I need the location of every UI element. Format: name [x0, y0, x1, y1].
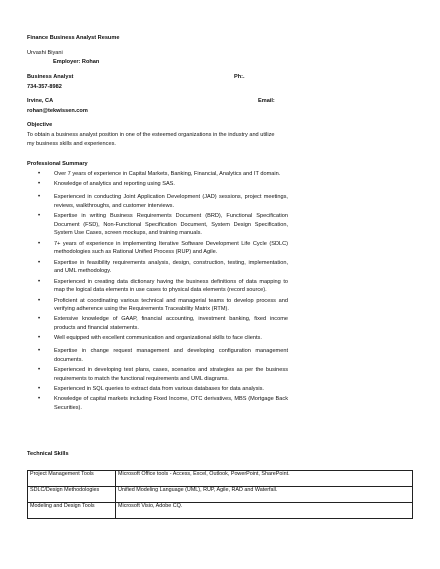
- list-item: • Knowledge of capital markets including Fixed Income, OTC derivatives, MBS (Mortgage Back Securities).: [38, 396, 288, 412]
- bullet-icon: •: [38, 396, 41, 403]
- candidate-name: Urvashi Biyani: [27, 50, 63, 56]
- resume-title: Finance Business Analyst Resume: [27, 35, 120, 41]
- bullet-icon: •: [38, 348, 41, 355]
- list-item: • Expertise in change request management and developing configuration management documents.: [38, 348, 288, 363]
- list-item: • Over 7 years of experience in Capital Markets, Banking, Financial, Analytics and IT domain.: [38, 171, 281, 177]
- list-item: • Well equipped with excellent communication and organizational skills to face clients.: [38, 335, 262, 342]
- list-item: • Experienced in developing test plans, cases, scenarios and strategies as per the business requirements to match the functional requirements and UML diagrams.: [38, 367, 288, 382]
- location: Irvine, CA: [27, 98, 54, 104]
- employer-line: Employer: Rohan: [53, 59, 100, 65]
- table-row: [28, 471, 413, 487]
- phone-label: Ph:.: [234, 74, 245, 80]
- bullet-icon: •: [38, 316, 41, 323]
- technical-skills-heading: Technical Skills: [27, 451, 69, 457]
- list-item: • Experienced in SQL queries to extract data from various databases for data analysis.: [38, 386, 264, 393]
- role-title: Business Analyst: [27, 74, 74, 80]
- bullet-icon: •: [38, 297, 41, 304]
- bullet-icon: •: [38, 259, 41, 266]
- list-item: • Expertise in writing Business Requirements Document (BRD), Functional Specification Document (FSD), Non-Functional Specification Document, System Design Specification, System Use Cases, screen mockups, and training manuals.: [38, 212, 288, 237]
- bullet-icon: •: [38, 171, 41, 177]
- list-item: • Extensive knowledge of GAAP, financial accounting, investment banking, fixed income products and financial statements.: [38, 316, 288, 332]
- table-row: [28, 503, 413, 519]
- phone-number: 734-357-8982: [27, 84, 62, 90]
- objective-heading: Objective: [27, 122, 53, 128]
- bullet-icon: •: [38, 181, 41, 188]
- bullet-icon: •: [38, 193, 41, 200]
- skill-tools: Unified Modeling Language (UML), RUP, Agile, RAD and Waterfall.: [116, 487, 413, 503]
- list-item: • Knowledge of analytics and reporting using SAS.: [38, 181, 175, 188]
- bullet-icon: •: [38, 278, 41, 285]
- table-row: [28, 487, 413, 503]
- list-item: • Proficient at coordinating various technical and managerial teams to develop process and verifying adherence using the Requirements Traceability Matrix (RTM).: [38, 297, 288, 313]
- skill-category: Modeling and Design Tools: [28, 503, 116, 519]
- list-item: • Experienced in creating data dictionary having the business definitions of data mapping to map the logical data elements in use cases to physical data elements (record source).: [38, 278, 288, 294]
- objective-line-2: my business skills and experiences.: [27, 141, 116, 147]
- email-label: Email:: [258, 98, 275, 104]
- bullet-icon: •: [38, 335, 41, 342]
- email-address: rohan@tekwissen.com: [27, 108, 88, 114]
- list-item: • 7+ years of experience in implementing Iterative Software Development Life Cycle (SDLC) methodologies such as Rational Unified Process (RUP) and Agile.: [38, 240, 288, 256]
- summary-list: [26, 170, 288, 413]
- technical-skills-table: [27, 470, 413, 519]
- skill-tools: Microsoft Office tools - Access, Excel, Outlook, PowerPoint, SharePoint.: [116, 471, 413, 487]
- objective-line-1: To obtain a business analyst position in one of the esteemed organizations in the industry and utilize: [27, 132, 275, 138]
- bullet-icon: •: [38, 212, 41, 219]
- skill-category: Project Management Tools: [28, 471, 116, 487]
- bullet-icon: •: [38, 386, 41, 393]
- bullet-icon: •: [38, 367, 41, 374]
- list-item: • Experienced in conducting Joint Application Development (JAD) sessions, project meetings, reviews, walkthroughs, and customer interviews.: [38, 193, 288, 209]
- bullet-icon: •: [38, 240, 41, 247]
- skill-tools: Microsoft Visio, Adobe CQ.: [116, 503, 413, 519]
- list-item: • Expertise in feasibility requirements analysis, design, construction, testing, implementation, and UML methodology.: [38, 259, 288, 275]
- skill-category: SDLC/Design Methodologies: [28, 487, 116, 503]
- summary-heading: Professional Summary: [27, 161, 88, 167]
